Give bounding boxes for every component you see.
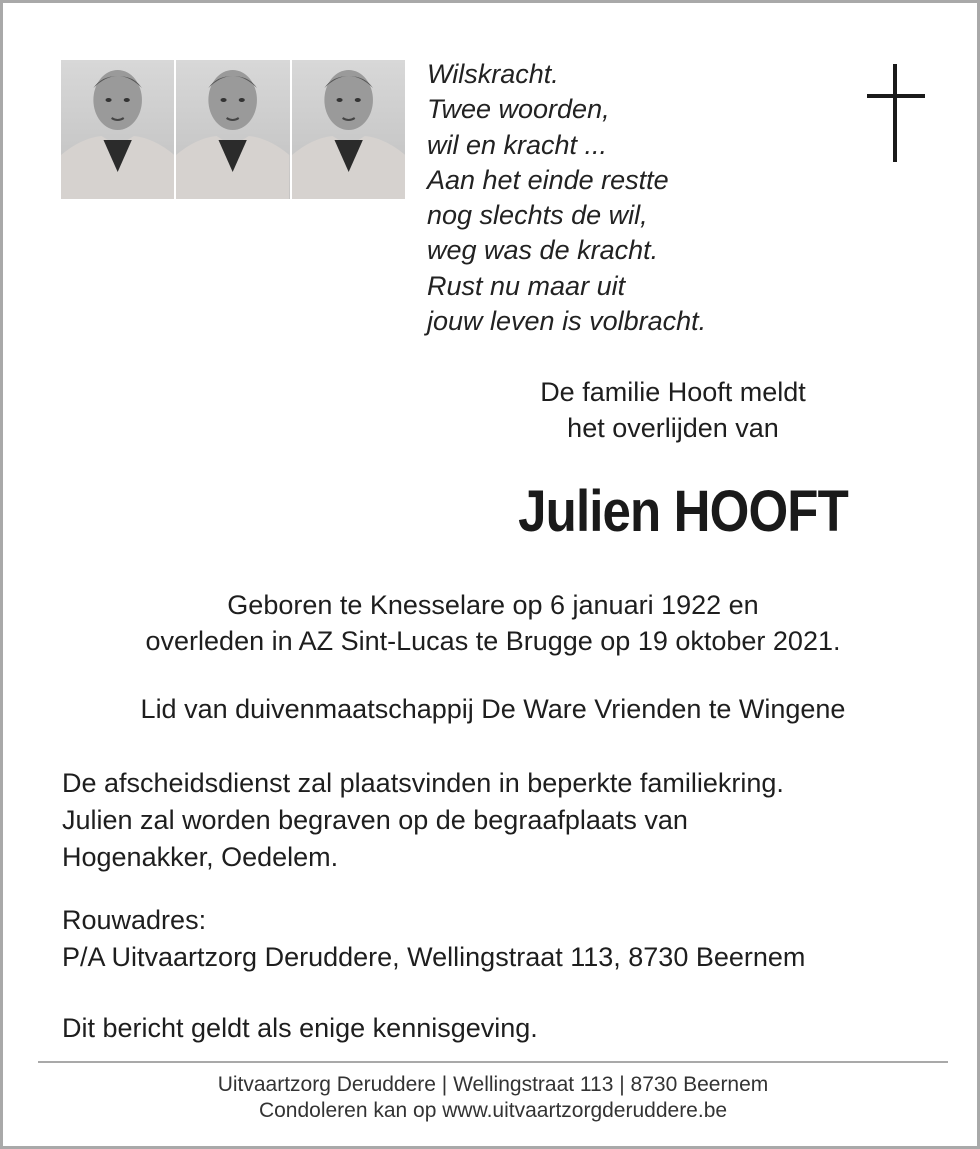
service-line: De afscheidsdienst zal plaatsvinden in beperkte familiekring. <box>62 768 784 798</box>
poem-line: Twee woorden, <box>427 94 610 125</box>
death-line: overleden in AZ Sint-Lucas te Brugge op 19 oktober 2021. <box>145 626 841 656</box>
footer-address: Uitvaartzorg Deruddere | Wellingstraat 113 | 8730 Beernem <box>217 1073 769 1096</box>
funeral-service-info <box>62 765 784 876</box>
portrait-photo <box>292 60 405 199</box>
service-line: Hogenakker, Oedelem. <box>62 842 339 872</box>
cross-icon <box>867 64 925 162</box>
birth-line: Geboren te Knesselare op 6 januari 1922 en <box>227 590 759 620</box>
poem-line: nog slechts de wil, <box>427 200 648 231</box>
portrait-photo <box>61 60 174 199</box>
poem-line: weg was de kracht. <box>427 235 659 266</box>
deceased-name: Julien HOOFT <box>518 479 848 544</box>
poem-line: Aan het einde restte <box>427 164 669 195</box>
portrait-photos <box>61 60 405 199</box>
footer <box>3 1072 980 1124</box>
service-line: Julien zal worden begraven op de begraafplaats van <box>62 805 688 835</box>
mourning-address <box>62 902 805 976</box>
poem-line: Rust nu maar uit <box>427 270 626 301</box>
footer-divider <box>38 1061 948 1063</box>
poem <box>427 57 706 339</box>
footer-condolence-link[interactable]: Condoleren kan op www.uitvaartzorgderuddere.be <box>258 1099 728 1122</box>
poem-line: wil en kracht ... <box>427 129 608 160</box>
announcement-line: het overlijden van <box>567 413 779 443</box>
address-value: P/A Uitvaartzorg Deruddere, Wellingstraat 113, 8730 Beernem <box>62 942 806 972</box>
poem-line: jouw leven is volbracht. <box>427 306 707 337</box>
membership: Lid van duivenmaatschappij De Ware Vrienden te Wingene <box>140 694 846 724</box>
announcement <box>473 374 873 446</box>
announcement-line: De familie Hooft meldt <box>540 377 806 407</box>
address-label: Rouwadres: <box>62 905 207 935</box>
notice-text: Dit bericht geldt als enige kennisgeving. <box>62 1013 538 1043</box>
poem-line: Wilskracht. <box>427 59 559 89</box>
birth-death-info <box>3 587 980 659</box>
portrait-photo <box>176 60 289 199</box>
